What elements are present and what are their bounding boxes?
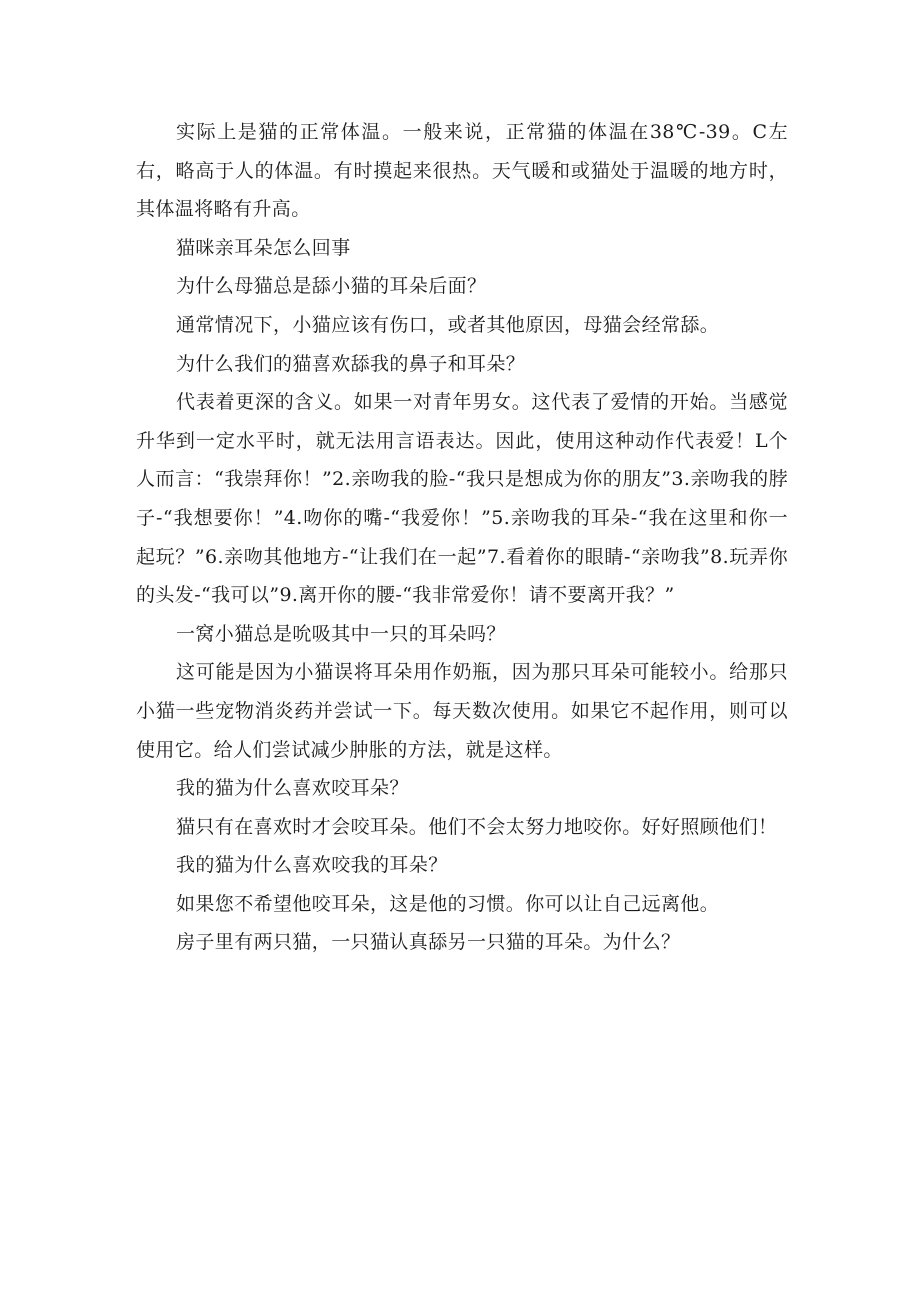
answer-cat-licks-nose-and-ears: 代表着更深的含义。如果一对青年男女。这代表了爱情的开始。当感觉升华到一定水平时，就无法用言语表达。因此，使用这种动作代表爱！L个人而言：“我崇拜你！”2.亲吻我的脸-“我只是想成为你的朋友”3.亲吻我的脖子-“我想要你！”4.吻你的嘴-“我爱你！”5.亲吻我的耳朵-“我在这里和你一起玩？”6.亲吻其他地方-“让我们在一起”7.看着你的眼睛-“亲吻我”8.玩弄你的头发-“我可以”9.离开你的腰-“我非常爱你！请不要离开我？” [136,391,788,607]
question-kittens-suck-ear: 一窝小猫总是吮吸其中一只的耳朵吗？ [176,622,506,645]
answer-cat-bites-my-ears: 如果您不希望他咬耳朵，这是他的习惯。你可以让自己远离他。 [176,892,720,915]
question-two-cats-licking-ears: 房子里有两只猫，一只猫认真舔另一只猫的耳朵。为什么？ [176,931,681,954]
answer-cat-bites-ears: 猫只有在喜欢时才会咬耳朵。他们不会太努力地咬你。好好照顾他们！ [176,815,778,838]
question-cat-bites-ears: 我的猫为什么喜欢咬耳朵？ [176,777,409,800]
answer-kittens-suck-ear: 这可能是因为小猫误将耳朵用作奶瓶，因为那只耳朵可能较小。给那只小猫一些宠物消炎药并尝试一下。每天数次使用。如果它不起作用，则可以使用它。给人们尝试减少肿胀的方法，就是这样。 [136,661,788,761]
answer-mother-cat-licks-ears: 通常情况下，小猫应该有伤口，或者其他原因，母猫会经常舔。 [176,313,720,336]
question-cat-licks-nose-and-ears: 为什么我们的猫喜欢舔我的鼻子和耳朵？ [176,352,526,375]
document-body [136,113,788,962]
section-heading-cat-kissing-ears: 猫咪亲耳朵怎么回事 [176,236,351,259]
paragraph-cat-body-temperature: 实际上是猫的正常体温。一般来说，正常猫的体温在38℃-39。C左右，略高于人的体温。有时摸起来很热。天气暖和或猫处于温暖的地方时，其体温将略有升高。 [136,121,788,221]
question-cat-bites-my-ears: 我的猫为什么喜欢咬我的耳朵？ [176,854,448,877]
question-mother-cat-licks-ears: 为什么母猫总是舔小猫的耳朵后面？ [176,275,487,298]
